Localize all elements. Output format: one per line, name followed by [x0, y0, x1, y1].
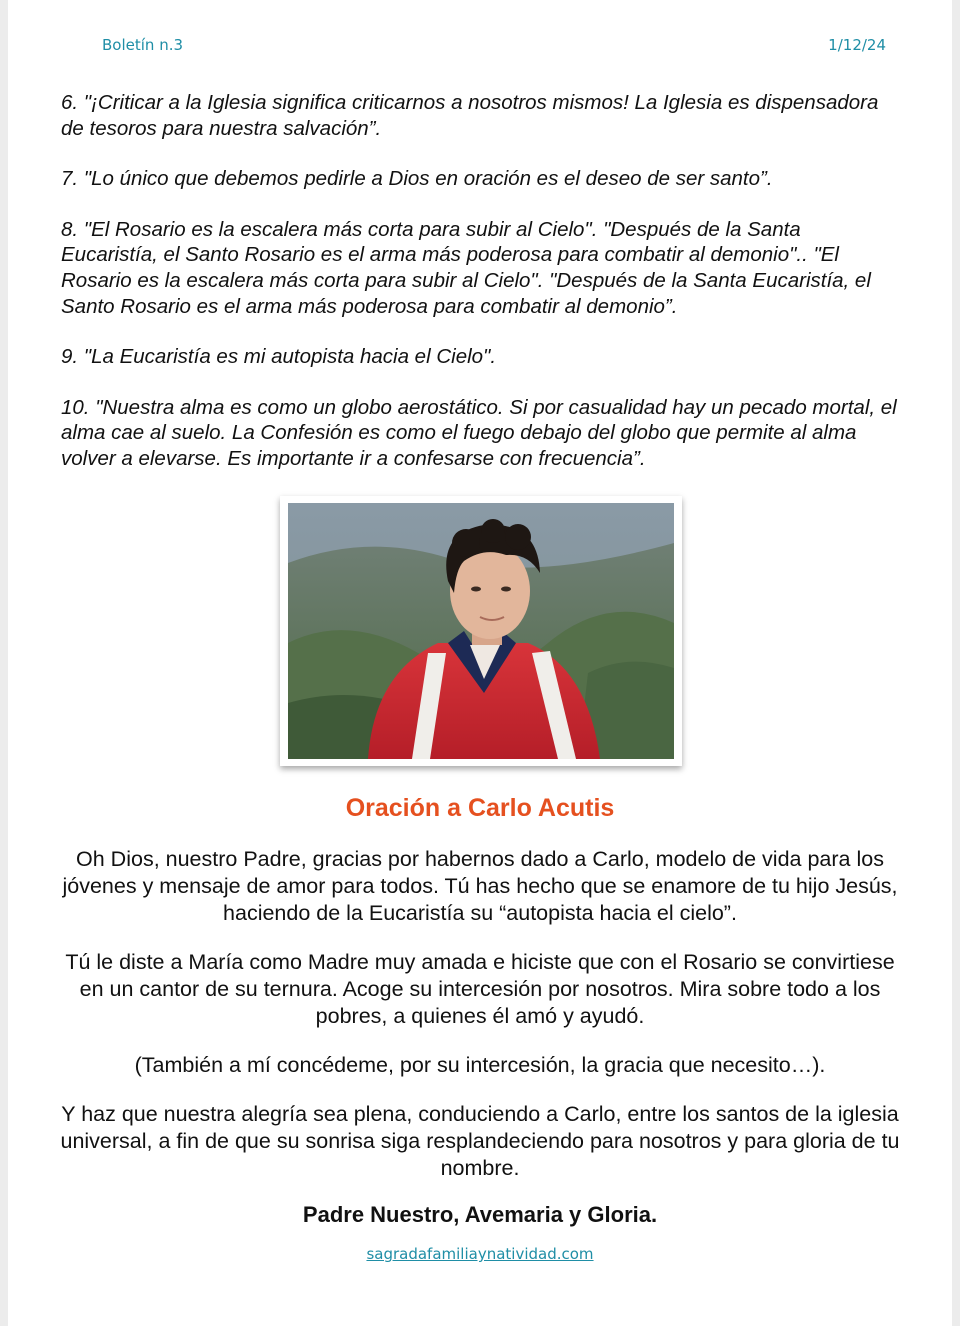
bulletin-date: 1/12/24 — [828, 36, 886, 54]
quote-9: 9. "La Eucaristía es mi autopista hacia el Cielo". — [61, 345, 497, 369]
bulletin-page — [8, 0, 952, 1326]
quotes-list — [61, 90, 901, 497]
prayer-title: Oración a Carlo Acutis — [345, 794, 615, 822]
website-link[interactable]: sagradafamiliaynatividad.com — [366, 1245, 594, 1263]
prayer-paragraph: Y haz que nuestra alegría sea plena, conduciendo a Carlo, entre los santos de la iglesia universal, a fin de que su sonrisa siga resplandeciendo para nosotros y para gloria de tu nombre. — [60, 1102, 900, 1180]
carlo-acutis-photo — [280, 496, 682, 766]
quote-10: 10. "Nuestra alma es como un globo aerostático. Si por casualidad hay un pecado mortal, el alma cae al suelo. La Confesión es como el fuego debajo del globo que permite al alma volver a elevarse. Es importante ir a confesarse con frecuencia”. — [61, 395, 897, 470]
prayer-paragraph: Oh Dios, nuestro Padre, gracias por habernos dado a Carlo, modelo de vida para los jóvenes y mensaje de amor para todos. Tú has hecho que se enamore de tu hijo Jesús, haciendo de la Eucaristía su “autopista hacia el cielo”. — [62, 847, 898, 925]
quote-7: 7. "Lo único que debemos pedirle a Dios en oración es el deseo de ser santo”. — [61, 167, 773, 191]
portrait-image — [288, 503, 674, 759]
bulletin-number: Boletín n.3 — [102, 36, 184, 54]
quote-8: 8. "El Rosario es la escalera más corta para subir al Cielo". "Después de la Santa Eucaristía, el Santo Rosario es el arma más poderosa para combatir al demonio".. "El Rosario es la escalera más corta para subir al Cielo". "Después de la Santa Eucaristía, el Santo Rosario es el arma más poderosa para combatir al demonio”. — [61, 217, 871, 318]
prayer-body — [58, 846, 902, 1204]
prayer-paragraph: Tú le diste a María como Madre muy amada e hiciste que con el Rosario se convirtiese en un cantor de su ternura. Acoge su intercesión por nosotros. Mira sobre todo a los pobres, a quienes él amó y ayudó. — [65, 950, 895, 1028]
prayer-paragraph: (También a mí concédeme, por su intercesión, la gracia que necesito…). — [134, 1053, 826, 1077]
quote-6: 6. "¡Criticar a la Iglesia significa criticarnos a nosotros mismos! La Iglesia es dispensadora de tesoros para nuestra salvación”. — [61, 91, 879, 140]
prayer-closing: Padre Nuestro, Avemaria y Gloria. — [302, 1202, 658, 1227]
